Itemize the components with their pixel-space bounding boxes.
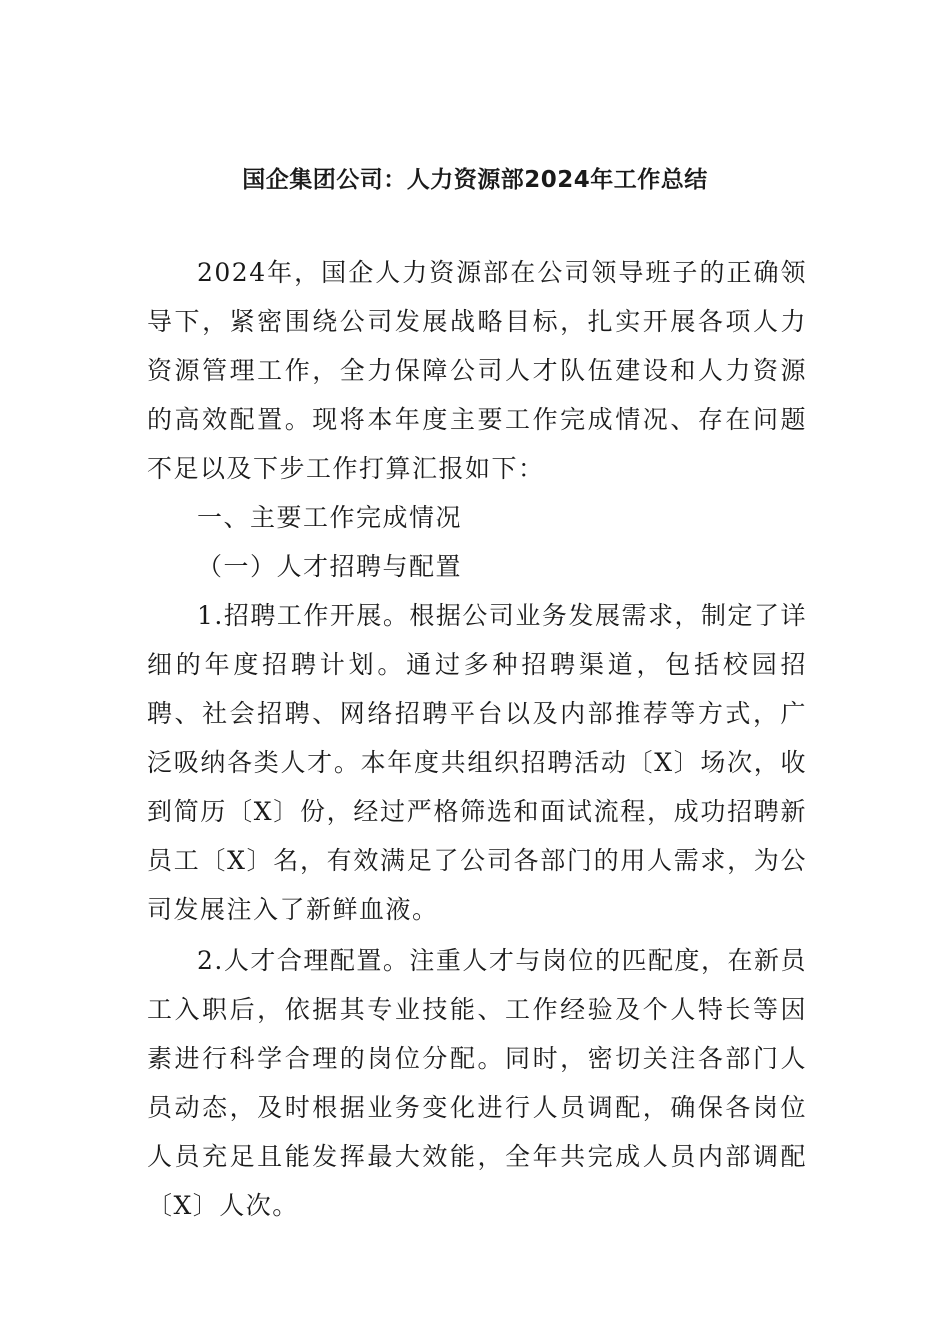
item-talent-allocation: 2.人才合理配置。注重人才与岗位的匹配度，在新员工入职后，依据其专业技能、工作经验及个人特长等因素进行科学合理的岗位分配。同时，密切关注各部门人员动态，及时根据业务变化进行人员调配，确保各岗位人员充足且能发挥最大效能，全年共完成人员内部调配〔X〕人次。 <box>147 946 807 1220</box>
item-recruitment-work: 1.招聘工作开展。根据公司业务发展需求，制定了详细的年度招聘计划。通过多种招聘渠道，包括校园招聘、社会招聘、网络招聘平台以及内部推荐等方式，广泛吸纳各类人才。本年度共组织招聘活动〔X〕场次，收到简历〔X〕份，经过严格筛选和面试流程，成功招聘新员工〔X〕名，有效满足了公司各部门的用人需求，为公司发展注入了新鲜血液。 <box>147 601 807 924</box>
section-heading-main-work: 一、主要工作完成情况 <box>197 503 463 532</box>
intro-paragraph: 2024年，国企人力资源部在公司领导班子的正确领导下，紧密围绕公司发展战略目标，扎实开展各项人力资源管理工作，全力保障公司人才队伍建设和人力资源的高效配置。现将本年度主要工作完成情况、存在问题不足以及下步工作打算汇报如下： <box>147 258 807 483</box>
document-body <box>147 248 807 1230</box>
subsection-heading-recruitment: （一）人才招聘与配置 <box>197 552 463 581</box>
document-title: 国企集团公司：人力资源部2024年工作总结 <box>242 167 708 193</box>
